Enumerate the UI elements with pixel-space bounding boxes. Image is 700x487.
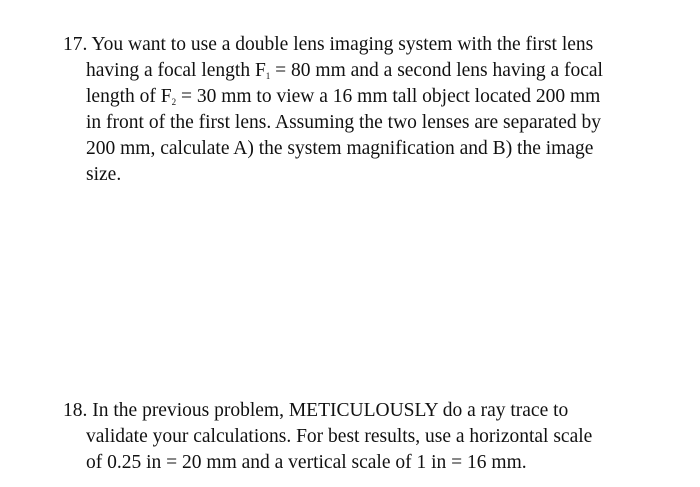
focal-length-2-subscript: 2 xyxy=(171,97,177,107)
problem-17-line-2 xyxy=(63,58,673,84)
problem-18-line-1: 18. In the previous problem, METICULOUSLY do a ray trace to xyxy=(63,400,569,421)
focal-length-1-subscript: 1 xyxy=(265,71,271,81)
problem-18-line-3: of 0.25 in = 20 mm and a vertical scale of 1 in = 16 mm. xyxy=(86,452,527,473)
problem-17-line-3 xyxy=(63,84,673,110)
problem-17 xyxy=(63,32,673,188)
problem-17-line-3-text-b: = 30 mm to view a 16 mm tall object located 200 mm xyxy=(176,86,601,107)
problem-17-line-4: in front of the first lens. Assuming the two lenses are separated by xyxy=(86,112,602,133)
problem-17-line-2-text-b: = 80 mm and a second lens having a focal xyxy=(270,60,603,81)
problem-18 xyxy=(63,398,673,476)
problem-17-line-5: 200 mm, calculate A) the system magnification and B) the image xyxy=(86,138,594,159)
problem-18-line-2: validate your calculations. For best results, use a horizontal scale xyxy=(86,426,593,447)
problem-17-line-2-text-a: having a focal length F xyxy=(86,60,266,81)
problem-17-line-6: size. xyxy=(86,164,122,185)
problem-17-line-3-text-a: length of F xyxy=(86,86,172,107)
problem-17-line-1: 17. You want to use a double lens imaging system with the first lens xyxy=(63,34,594,55)
